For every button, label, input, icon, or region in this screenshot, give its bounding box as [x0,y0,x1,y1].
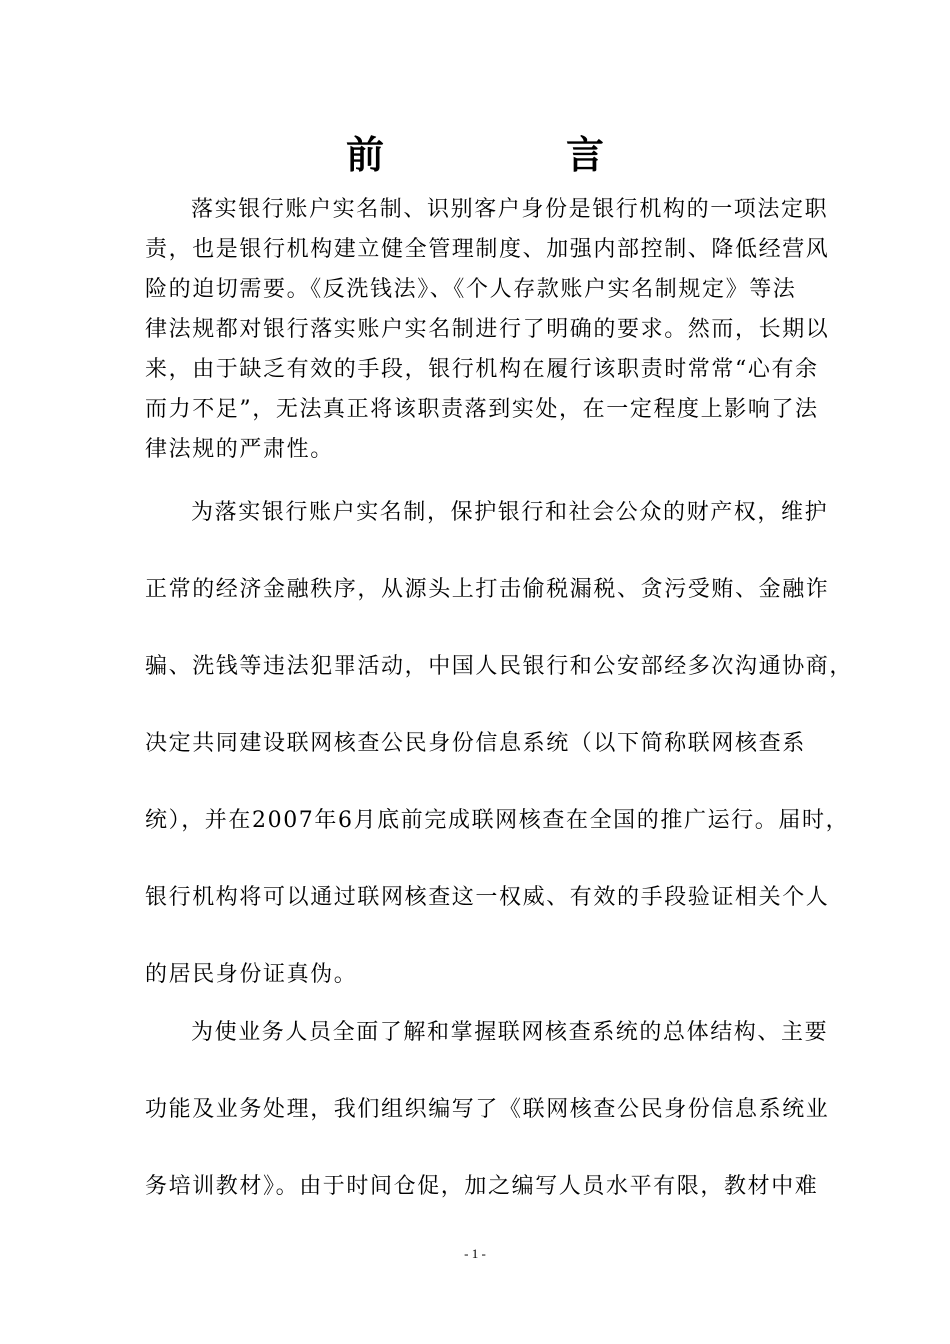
paragraph-3 [145,994,830,1225]
paragraph-line: 正常的经济金融秩序，从源头上打击偷税漏税、贪污受贿、金融诈 [145,577,830,602]
paragraph-line: 决定共同建设联网核查公民身份信息系统（以下简称联网核查系 [145,731,806,756]
paragraph-line: 为落实银行账户实名制，保护银行和社会公众的财产权，维护 [191,500,829,525]
paragraph-line: 务培训教材》。由于时间仓促，加之编写人员水平有限，教材中难 [145,1174,819,1199]
paragraph-line: 为使业务人员全面了解和掌握联网核查系统的总体结构、主要 [191,1020,829,1045]
paragraph-line: 功能及业务处理，我们组织编写了《联网核查公民身份信息系统业 [145,1097,830,1122]
paragraph-line: 的居民身份证真伪。 [145,962,358,987]
page-number: - 1 - [464,1246,486,1261]
paragraph-line: 责，也是银行机构建立健全管理制度、加强内部控制、降低经营风 [145,237,830,262]
paragraph-line: 统），并在2007年6月底前完成联网核查在全国的推广运行。届时， [145,808,850,833]
page-title: 前 言 [345,132,676,177]
paragraph-line: 落实银行账户实名制、识别客户身份是银行机构的一项法定职 [191,197,829,222]
paragraph-line: 银行机构将可以通过联网核查这一权威、有效的手段验证相关个人 [145,885,830,910]
paragraph-line: 而力不足”，无法真正将该职责落到实处，在一定程度上影响了法 [145,397,819,422]
paragraph-line: 骗、洗钱等违法犯罪活动，中国人民银行和公安部经多次沟通协商， [145,654,854,679]
paragraph-line: 律法规的严肃性。 [145,437,334,462]
paragraph-2 [145,474,854,1013]
paragraph-line: 律法规都对银行落实账户实名制进行了明确的要求。然而，长期以 [145,317,830,342]
paragraph-line: 险的迫切需要。《反洗钱法》、《个人存款账户实名制规定》等法 [145,277,797,302]
paragraph-1 [145,190,830,470]
paragraph-line: 来，由于缺乏有效的手段，银行机构在履行该职责时常常“心有余 [145,357,819,382]
